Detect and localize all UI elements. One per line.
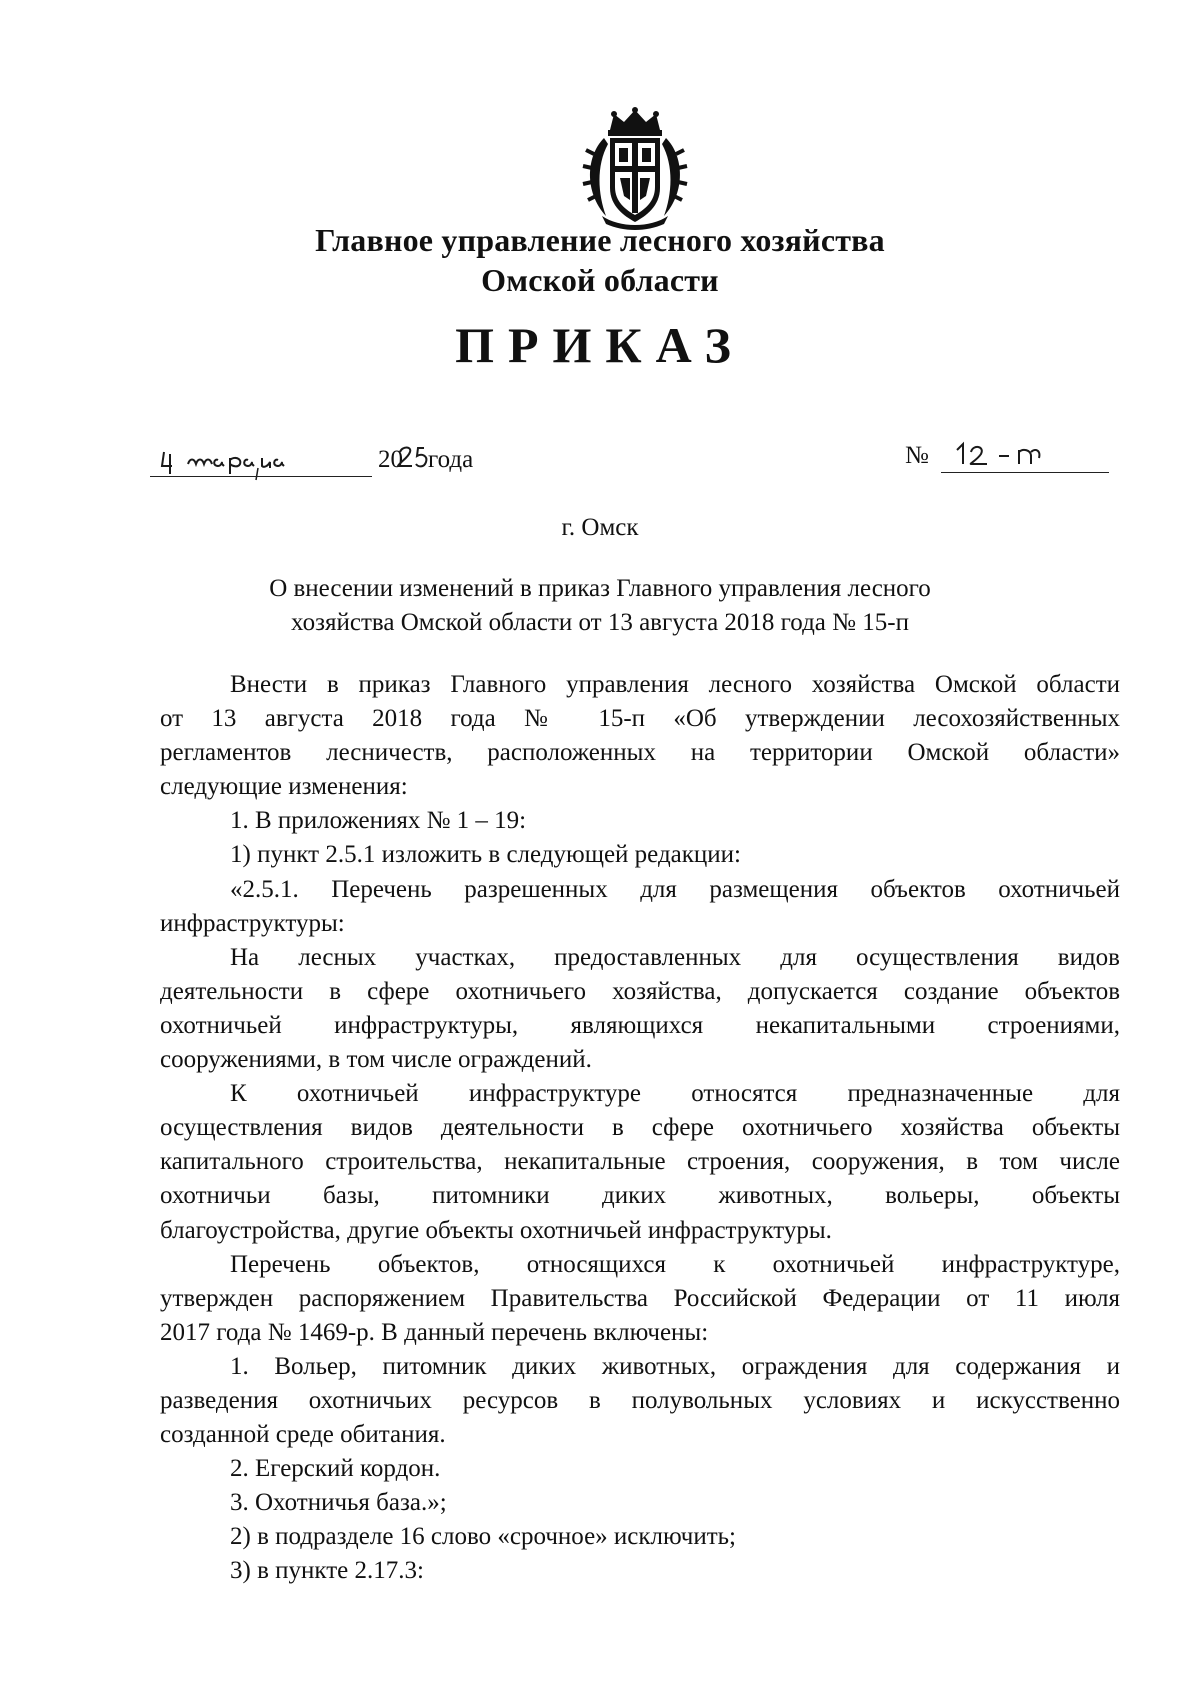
body-line: утвержден распоряжением Правительства Российской Федерации от 11 июля — [160, 1284, 1120, 1312]
body-line: 3. Охотничья база.»; — [230, 1489, 447, 1517]
body-line: «2.5.1. Перечень разрешенных для размещения объектов охотничьей — [230, 875, 1120, 903]
document-number — [905, 442, 1115, 482]
city-name: г. Омск — [561, 514, 639, 541]
body-line: капитального строительства, некапитальные строения, сооружения, в том числе — [160, 1148, 1120, 1176]
body-line: На лесных участках, предоставленных для осуществления видов — [230, 943, 1120, 971]
body-line: разведения охотничьих ресурсов в полувольных условиях и искусственно — [160, 1386, 1120, 1414]
body-line: охотничьи базы, питомники диких животных, вольеры, объекты — [160, 1182, 1120, 1210]
date-year-suffix: года — [428, 446, 474, 473]
number-sign: № — [905, 442, 929, 469]
body-line: 3) в пункте 2.17.3: — [230, 1557, 424, 1585]
document-body — [160, 668, 1120, 1589]
handwritten-number — [951, 436, 1061, 476]
subject-line1: О внесении изменений в приказ Главного управления лесного — [269, 575, 931, 602]
number-underline — [941, 472, 1109, 473]
document-date — [150, 446, 510, 486]
body-line: регламентов лесничеств, расположенных на территории Омской области» — [160, 739, 1120, 767]
subject-line2: хозяйства Омской области от 13 августа 2018 года № 15-п — [291, 609, 909, 636]
body-line: деятельности в сфере охотничьего хозяйства, допускается создание объектов — [160, 977, 1120, 1005]
body-line: 1. Вольер, питомник диких животных, ограждения для содержания и — [230, 1352, 1120, 1380]
body-line: 2. Егерский кордон. — [230, 1455, 441, 1483]
handwritten-date — [158, 440, 336, 480]
body-line: следующие изменения: — [160, 773, 408, 801]
coat-of-arms-emblem — [580, 108, 690, 230]
organization-name-line2: Омской области — [481, 262, 719, 298]
organization-name-line1: Главное управление лесного хозяйства — [315, 222, 885, 258]
body-line: 2017 года № 1469-р. В данный перечень включены: — [160, 1318, 709, 1346]
body-line: созданной среде обитания. — [160, 1421, 446, 1449]
body-line: Внести в приказ Главного управления лесного хозяйства Омской области — [230, 671, 1120, 698]
date-year-prefix: 20 — [378, 446, 403, 473]
body-line: 2) в подразделе 16 слово «срочное» исключить; — [230, 1523, 736, 1551]
body-line: 1. В приложениях № 1 – 19: — [230, 807, 527, 835]
body-line: 1) пункт 2.5.1 изложить в следующей редакции: — [230, 841, 741, 869]
body-line: К охотничьей инфраструктуре относятся предназначенные для — [230, 1080, 1120, 1108]
body-line: от 13 августа 2018 года № 15-п «Об утверждении лесохозяйственных — [160, 705, 1120, 733]
body-line: благоустройства, другие объекты охотничьей инфраструктуры. — [160, 1216, 832, 1244]
date-underline — [150, 476, 372, 477]
body-line: инфраструктуры: — [160, 909, 345, 937]
body-line: Перечень объектов, относящихся к охотничьей инфраструктуре, — [230, 1250, 1120, 1278]
document-type-title: ПРИКАЗ — [455, 317, 745, 373]
body-line: сооружениями, в том числе ограждений. — [160, 1046, 592, 1074]
body-line: осуществления видов деятельности в сфере охотничьего хозяйства объекты — [160, 1114, 1120, 1142]
body-line: охотничьей инфраструктуры, являющихся некапитальными строениями, — [160, 1011, 1120, 1039]
